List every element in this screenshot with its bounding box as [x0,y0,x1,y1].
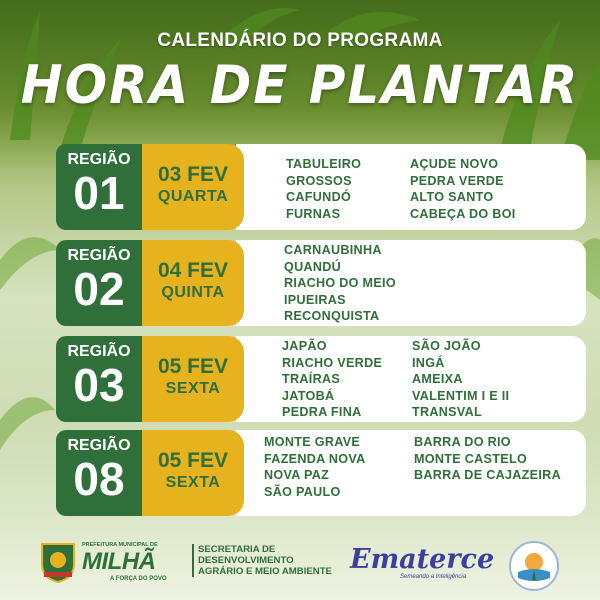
communities-column-1 [286,156,361,222]
ematerce-tagline: Semeando a Inteligência [400,574,467,580]
communities-panel [236,144,586,230]
community-name: RECONQUISTA [284,309,380,324]
community-name: SÃO PAULO [264,484,341,499]
region-number: 01 [73,167,125,219]
communities-column-2 [412,338,509,421]
community-name: BARRA DE CAJAZEIRA [414,468,561,483]
region-label: REGIÃO [67,247,131,264]
region-label: REGIÃO [67,437,131,454]
communities-column-2 [414,434,561,484]
communities-column-1 [282,338,382,421]
community-name: TABULEIRO [286,157,362,171]
municipal-coat-of-arms-icon [38,540,78,584]
communities-panel [236,430,586,516]
region-badge [56,430,142,516]
secretaria-line: SECRETARIA DE [198,544,276,555]
community-name: IPUEIRAS [284,292,346,307]
region-row [56,430,586,516]
region-number: 02 [73,263,125,315]
ematerce-logo [350,544,500,584]
date-weekday: SEXTA [165,474,221,491]
community-name: MONTE CASTELO [414,451,528,466]
secretaria-text [192,544,358,577]
community-name: PEDRA VERDE [410,173,504,188]
community-name: BARRA DO RIO [414,435,511,449]
date-badge [142,336,244,422]
community-name: ALTO SANTO [410,190,494,205]
prefeitura-label: PREFEITURA MUNICIPAL DE [82,542,158,548]
community-name: SÃO JOÃO [412,339,481,353]
date-day: 03 FEV [157,163,229,186]
date-day: 05 FEV [157,449,229,472]
community-name: FAZENDA NOVA [264,451,366,466]
community-name: NOVA PAZ [264,468,330,483]
community-name: MONTE GRAVE [264,435,361,449]
community-name: TRANSVAL [412,405,483,420]
date-weekday: SEXTA [165,380,221,397]
prefeitura-logo [38,540,193,586]
date-day: 05 FEV [157,355,229,378]
date-day: 04 FEV [157,259,229,282]
prefeitura-slogan: A FORÇA DO POVO [110,576,167,582]
date-badge [142,430,244,516]
community-name: JATOBÁ [282,388,335,403]
sun-seal-icon [508,540,560,592]
date-weekday: QUINTA [161,284,225,301]
community-name: CARNAUBINHA [284,243,382,257]
region-badge [56,144,142,230]
community-name: AÇUDE NOVO [410,157,499,171]
community-name: VALENTIM I E II [412,388,510,403]
community-name: CAFUNDÓ [286,190,352,205]
community-name: AMEIXA [412,372,463,387]
community-name: RIACHO DO MEIO [284,276,396,291]
region-label: REGIÃO [67,343,131,360]
region-badge [56,336,142,422]
communities-panel [236,240,586,326]
ematerce-name: Ematerce [350,544,495,575]
program-calendar-heading: CALENDÁRIO DO PROGRAMA [157,30,443,51]
community-name: RIACHO VERDE [282,355,383,370]
region-number: 08 [73,453,125,505]
date-badge [142,240,244,326]
program-title: HORA DE PLANTAR [20,54,580,116]
community-name: INGÁ [412,355,445,370]
secretaria-line: DESENVOLVIMENTO [198,555,294,566]
region-row [56,240,586,326]
communities-column-1 [284,242,396,325]
community-name: JAPÃO [282,339,327,353]
community-name: PEDRA FINA [282,405,362,420]
region-row [56,144,586,230]
community-name: GROSSOS [286,173,352,188]
communities-column-2 [410,156,516,222]
date-weekday: QUARTA [157,188,229,205]
community-name: TRAÍRAS [282,372,341,387]
secretaria-line: AGRÁRIO E MEIO AMBIENTE [198,566,332,577]
region-number: 03 [73,359,125,411]
communities-column-1 [264,434,366,500]
communities-panel [236,336,586,422]
community-name: CABEÇA DO BOI [410,206,516,221]
community-name: QUANDÚ [284,259,342,274]
region-label: REGIÃO [67,151,131,168]
date-badge [142,144,244,230]
region-badge [56,240,142,326]
community-name: FURNAS [286,206,341,221]
region-row [56,336,586,422]
prefeitura-name: MILHÃ [82,548,156,575]
